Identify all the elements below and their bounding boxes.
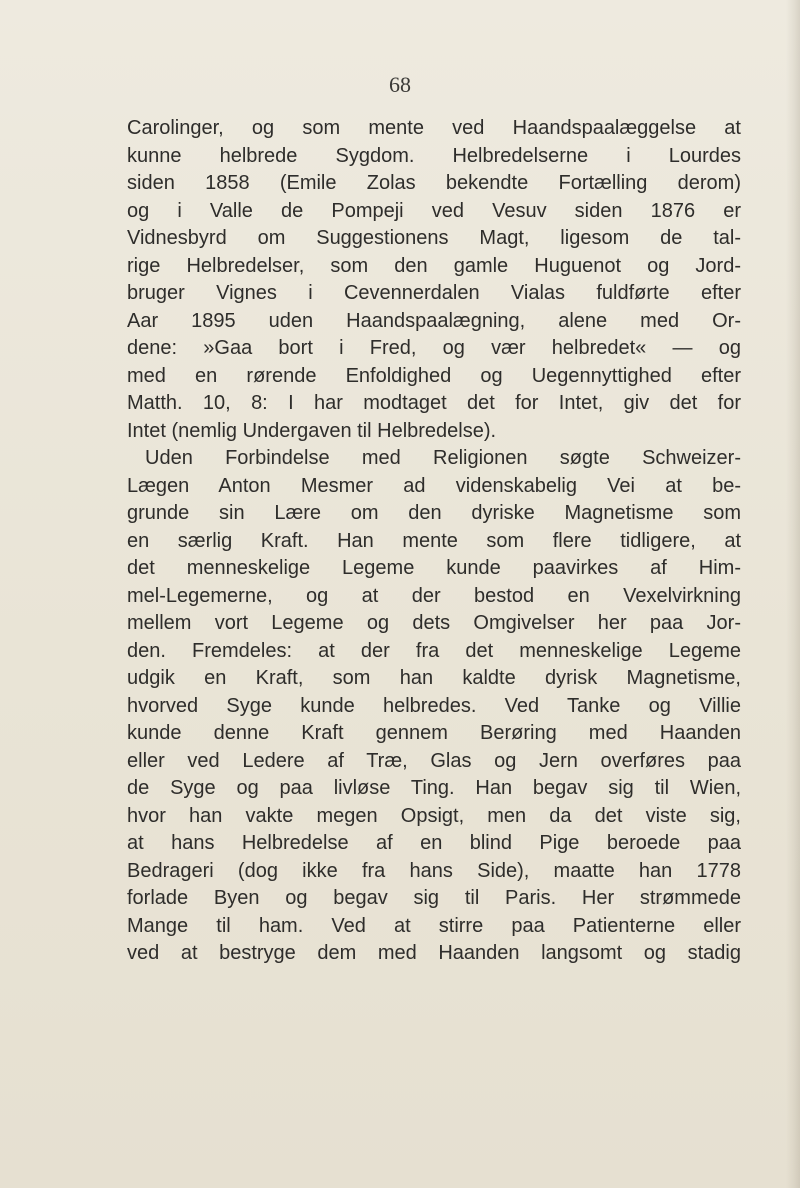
text-line: den. Fremdeles: at der fra det menneskelige Legeme <box>127 639 741 662</box>
text-line: grunde sin Lære om den dyriske Magnetisme som <box>127 502 741 524</box>
text-line: Aar 1895 uden Haandspaalægning, alene med Or- <box>127 309 741 332</box>
text-line: de Syge og paa livløse Ting. Han begav sig til Wien, <box>127 777 741 799</box>
text-line: dene: »Gaa bort i Fred, og vær helbredet« — og <box>127 337 741 359</box>
text-line: bruger Vignes i Cevennerdalen Vialas fuldførte efter <box>127 282 741 304</box>
text-line: Bedrageri (dog ikke fra hans Side), maatte han 1778 <box>127 859 741 882</box>
text-line: forlade Byen og begav sig til Paris. Her strømmede <box>127 887 741 909</box>
text-line: at hans Helbredelse af en blind Pige beroede paa <box>127 832 741 854</box>
page-edge-shadow <box>786 0 800 1188</box>
text-line: mel-Legemerne, og at der bestod en Vexelvirkning <box>127 584 741 607</box>
text-line: med en rørende Enfoldighed og Uegennyttighed efter <box>127 364 741 387</box>
text-line: siden 1858 (Emile Zolas bekendte Fortælling derom) <box>127 172 741 194</box>
text-line: ved at bestryge dem med Haanden langsomt og stadig <box>127 942 741 964</box>
text-line: Intet (nemlig Undergaven til Helbredelse). <box>127 419 497 442</box>
text-line: Lægen Anton Mesmer ad videnskabelig Vei at be- <box>127 474 741 497</box>
text-line: mellem vort Legeme og dets Omgivelser her paa Jor- <box>127 612 741 634</box>
text-line: eller ved Ledere af Træ, Glas og Jern overføres paa <box>127 749 741 772</box>
text-line: udgik en Kraft, som han kaldte dyrisk Magnetisme, <box>127 667 741 689</box>
text-line: hvorved Syge kunde helbredes. Ved Tanke og Villie <box>127 694 741 717</box>
text-line: rige Helbredelser, som den gamle Huguenot og Jord- <box>127 254 741 277</box>
text-line: kunne helbrede Sygdom. Helbredelserne i Lourdes <box>127 144 741 167</box>
text-line: kunde denne Kraft gennem Berøring med Haanden <box>127 722 741 744</box>
text-line: Vidnesbyrd om Suggestionens Magt, ligesom de tal- <box>127 227 741 249</box>
text-line: en særlig Kraft. Han mente som flere tidligere, at <box>127 529 741 552</box>
paragraph-start-line: Uden Forbindelse med Religionen søgte Schweizer- <box>145 447 741 469</box>
text-line: hvor han vakte megen Opsigt, men da det viste sig, <box>127 804 741 827</box>
text-line: og i Valle de Pompeji ved Vesuv siden 1876 er <box>127 199 741 222</box>
body-text <box>127 115 741 968</box>
text-line: Carolinger, og som mente ved Haandspaalæggelse at <box>127 117 741 139</box>
text-line: Matth. 10, 8: I har modtaget det for Intet, giv det for <box>127 392 741 414</box>
text-line: Mange til ham. Ved at stirre paa Patienterne eller <box>127 914 741 937</box>
page-number: 68 <box>389 72 411 97</box>
text-line: det menneskelige Legeme kunde paavirkes af Him- <box>127 557 741 579</box>
